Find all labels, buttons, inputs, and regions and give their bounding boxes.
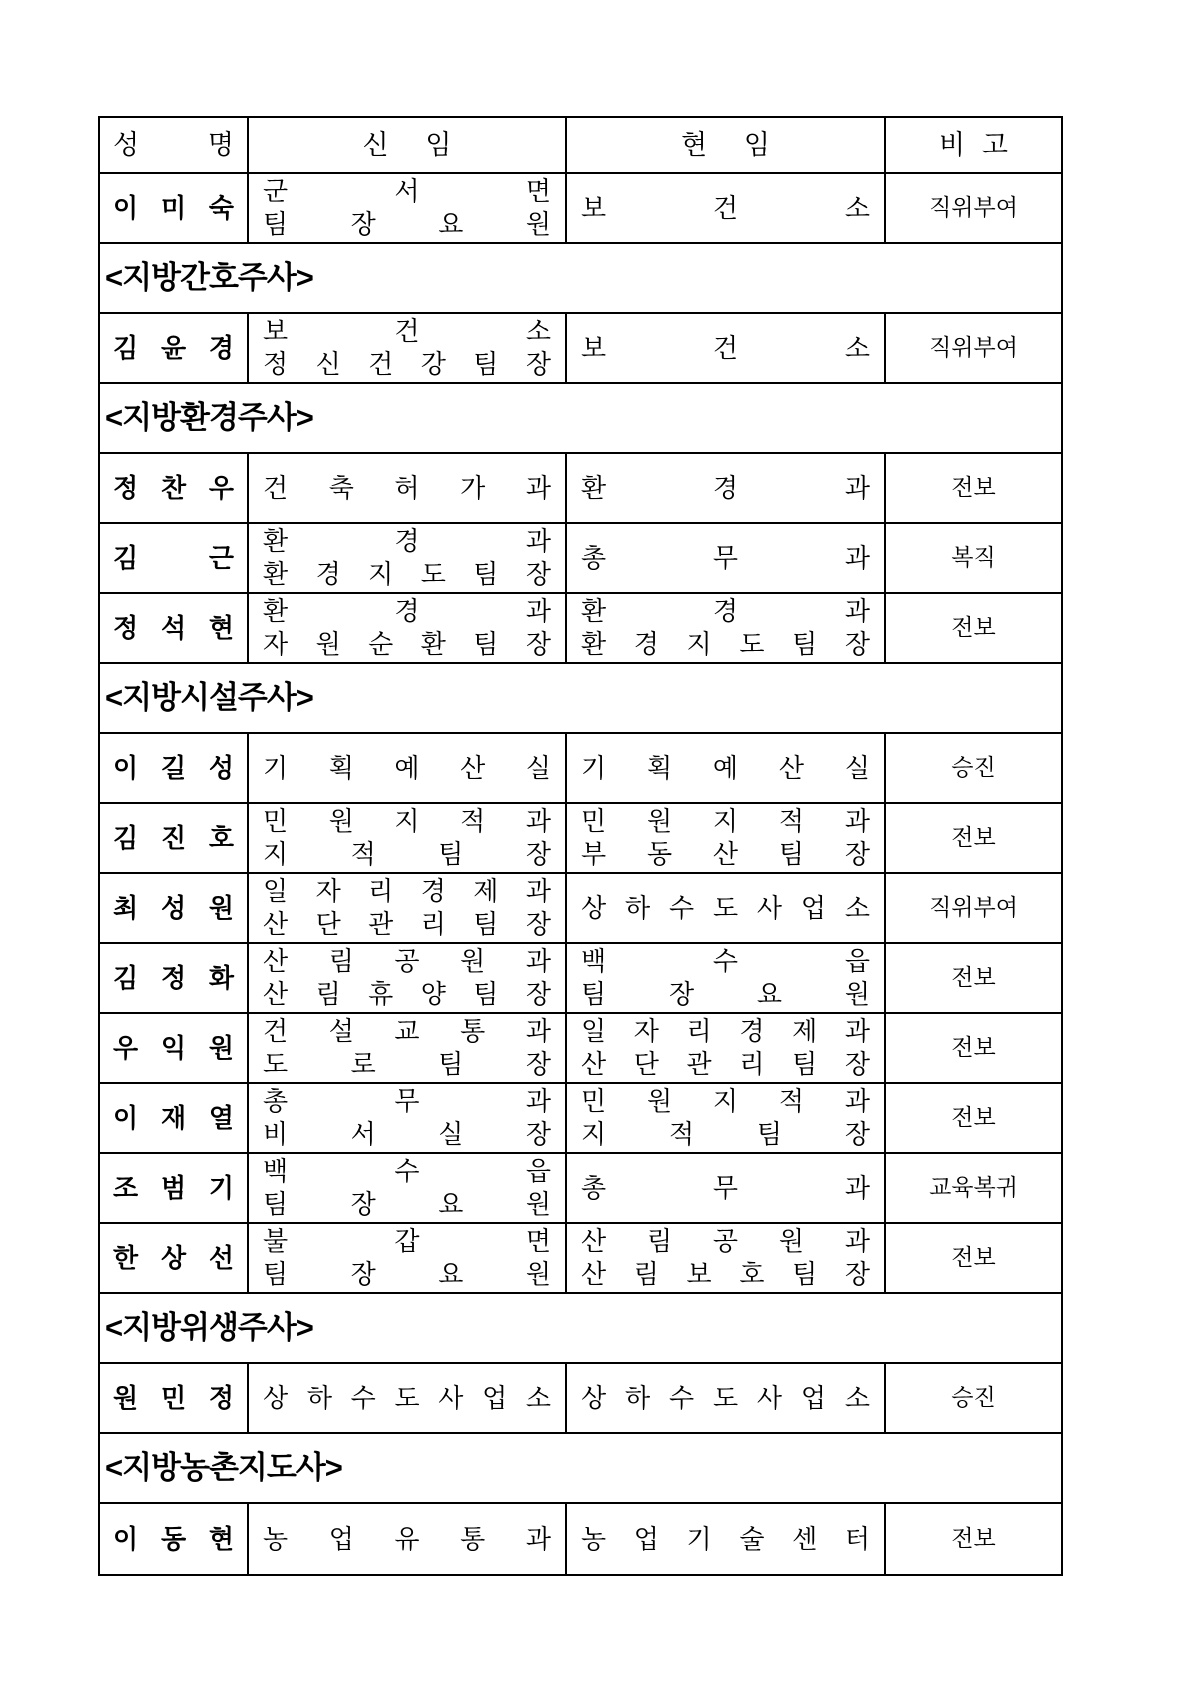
- position-line: 산 단 관 리 팀 장: [581, 1050, 870, 1079]
- cell-new-position: [249, 1364, 567, 1432]
- position-line: 총 무 과: [263, 1087, 551, 1116]
- position-line: 기 획 예 산 실: [581, 753, 870, 783]
- remark-text: 승진: [951, 1385, 996, 1410]
- remark-text: 직위부여: [929, 195, 1018, 220]
- cell-remark: [886, 734, 1061, 802]
- cell-current-position: [567, 594, 886, 662]
- cell-remark: [886, 454, 1061, 522]
- cell-current-position: [567, 734, 886, 802]
- position-line: 기 획 예 산 실: [263, 753, 551, 783]
- header-new-position: [249, 118, 567, 172]
- position-line: 백 수 읍: [263, 1157, 551, 1186]
- remark-text: 승진: [951, 755, 996, 780]
- position-line: 보 건 소: [581, 333, 870, 363]
- cell-new-position: [249, 1154, 567, 1222]
- position-line: 상 하 수 도 사 업 소: [581, 893, 870, 923]
- cell-remark: [886, 1224, 1061, 1292]
- position-line: 환 경 과: [263, 597, 551, 626]
- cell-new-position: [249, 1224, 567, 1292]
- position-line: 부 동 산 팀 장: [581, 840, 870, 869]
- cell-current-position: [567, 174, 886, 242]
- cell-name: [100, 314, 249, 382]
- name-text: 한 상 선: [113, 1243, 234, 1273]
- name-text: 김 윤 경: [113, 333, 234, 363]
- header-remarks: [886, 118, 1061, 172]
- position-line: 민 원 지 적 과: [581, 1087, 870, 1116]
- cell-new-position: [249, 734, 567, 802]
- position-line: 팀 장 요 원: [263, 1260, 551, 1289]
- cell-current-position: [567, 944, 886, 1012]
- section-title: <지방간호주사>: [105, 260, 313, 295]
- table-row: [100, 1154, 1061, 1224]
- cell-remark: [886, 1154, 1061, 1222]
- name-text: 이 길 성: [113, 753, 234, 783]
- cell-name: [100, 1014, 249, 1082]
- position-line: 산 림 휴 양 팀 장: [263, 980, 551, 1009]
- position-line: 팀 장 요 원: [263, 1190, 551, 1219]
- position-line: 보 건 소: [263, 317, 551, 346]
- table-row: [100, 1364, 1061, 1434]
- position-line: 산 림 보 호 팀 장: [581, 1260, 870, 1289]
- cell-name: [100, 734, 249, 802]
- table-row: [100, 734, 1061, 804]
- position-line: 농 업 유 통 과: [263, 1524, 551, 1554]
- remark-text: 직위부여: [929, 335, 1018, 360]
- section-title: <지방시설주사>: [105, 680, 313, 715]
- position-line: 산 림 공 원 과: [581, 1227, 870, 1256]
- table-row: [100, 1504, 1061, 1574]
- cell-current-position: [567, 454, 886, 522]
- position-line: 정 신 건 강 팀 장: [263, 350, 551, 379]
- cell-name: [100, 1154, 249, 1222]
- cell-new-position: [249, 944, 567, 1012]
- cell-new-position: [249, 314, 567, 382]
- table-row: [100, 1224, 1061, 1294]
- name-text: 원 민 정: [113, 1383, 234, 1413]
- cell-remark: [886, 944, 1061, 1012]
- position-line: 일 자 리 경 제 과: [581, 1017, 870, 1046]
- cell-new-position: [249, 524, 567, 592]
- cell-remark: [886, 1504, 1061, 1574]
- cell-name: [100, 594, 249, 662]
- position-line: 팀 장 요 원: [263, 210, 551, 239]
- cell-remark: [886, 174, 1061, 242]
- cell-name: [100, 1084, 249, 1152]
- name-text: 조 범 기: [113, 1173, 234, 1203]
- remark-text: 직위부여: [929, 895, 1018, 920]
- header-name-label: 성 명: [113, 130, 234, 160]
- name-text: 정 찬 우: [113, 473, 234, 503]
- table-row: [100, 944, 1061, 1014]
- table-header-row: [100, 118, 1061, 174]
- position-line: 지 적 팀 장: [263, 840, 551, 869]
- position-line: 군 서 면: [263, 177, 551, 206]
- cell-name: [100, 1364, 249, 1432]
- cell-remark: [886, 594, 1061, 662]
- position-line: 일 자 리 경 제 과: [263, 877, 551, 906]
- header-name: [100, 118, 249, 172]
- cell-remark: [886, 874, 1061, 942]
- position-line: 총 무 과: [581, 543, 870, 573]
- remark-text: 전보: [951, 1526, 996, 1551]
- cell-new-position: [249, 174, 567, 242]
- section-title: <지방환경주사>: [105, 400, 313, 435]
- position-line: 총 무 과: [581, 1173, 870, 1203]
- section-header-row: [100, 244, 1061, 314]
- name-text: 이 동 현: [113, 1524, 234, 1554]
- position-line: 환 경 과: [263, 527, 551, 556]
- table-row: [100, 1014, 1061, 1084]
- cell-remark: [886, 1084, 1061, 1152]
- cell-remark: [886, 314, 1061, 382]
- position-line: 민 원 지 적 과: [263, 807, 551, 836]
- position-line: 도 로 팀 장: [263, 1050, 551, 1079]
- header-current-position: [567, 118, 886, 172]
- cell-current-position: [567, 804, 886, 872]
- section-title: <지방위생주사>: [105, 1310, 313, 1345]
- remark-text: 전보: [951, 615, 996, 640]
- position-line: 건 설 교 통 과: [263, 1017, 551, 1046]
- section-header-row: [100, 664, 1061, 734]
- position-line: 산 림 공 원 과: [263, 947, 551, 976]
- cell-current-position: [567, 524, 886, 592]
- table-row: [100, 594, 1061, 664]
- table-row: [100, 1084, 1061, 1154]
- position-line: 팀 장 요 원: [581, 980, 870, 1009]
- cell-new-position: [249, 1504, 567, 1574]
- cell-remark: [886, 804, 1061, 872]
- remark-text: 전보: [951, 1245, 996, 1270]
- section-header-row: [100, 1434, 1061, 1504]
- header-new-position-label: 신 임: [362, 130, 452, 160]
- cell-new-position: [249, 1014, 567, 1082]
- name-text: 이 미 숙: [113, 193, 234, 223]
- position-line: 상 하 수 도 사 업 소: [263, 1383, 551, 1413]
- position-line: 백 수 읍: [581, 947, 870, 976]
- section-header-row: [100, 384, 1061, 454]
- cell-name: [100, 874, 249, 942]
- cell-current-position: [567, 1084, 886, 1152]
- position-line: 산 단 관 리 팀 장: [263, 910, 551, 939]
- position-line: 환 경 과: [581, 597, 870, 626]
- header-current-position-label: 현 임: [681, 130, 770, 160]
- table-row: [100, 174, 1061, 244]
- cell-name: [100, 944, 249, 1012]
- cell-remark: [886, 1364, 1061, 1432]
- table-row: [100, 524, 1061, 594]
- remark-text: 교육복귀: [929, 1175, 1018, 1200]
- section-header-row: [100, 1294, 1061, 1364]
- name-text: 김 진 호: [113, 823, 234, 853]
- cell-current-position: [567, 1014, 886, 1082]
- name-text: 우 익 원: [113, 1033, 234, 1063]
- cell-current-position: [567, 314, 886, 382]
- table-row: [100, 454, 1061, 524]
- cell-name: [100, 1224, 249, 1292]
- remark-text: 전보: [951, 1035, 996, 1060]
- position-line: 환 경 지 도 팀 장: [581, 630, 870, 659]
- cell-remark: [886, 524, 1061, 592]
- cell-new-position: [249, 1084, 567, 1152]
- remark-text: 전보: [951, 1105, 996, 1130]
- position-line: 민 원 지 적 과: [581, 807, 870, 836]
- cell-new-position: [249, 804, 567, 872]
- remark-text: 복직: [951, 545, 996, 570]
- position-line: 환 경 지 도 팀 장: [263, 560, 551, 589]
- cell-new-position: [249, 594, 567, 662]
- position-line: 건 축 허 가 과: [263, 473, 551, 503]
- name-text: 이 재 열: [113, 1103, 234, 1133]
- cell-remark: [886, 1014, 1061, 1082]
- remark-text: 전보: [951, 965, 996, 990]
- section-title: <지방농촌지도사>: [105, 1450, 342, 1485]
- position-line: 자 원 순 환 팀 장: [263, 630, 551, 659]
- position-line: 환 경 과: [581, 473, 870, 503]
- cell-current-position: [567, 874, 886, 942]
- header-remarks-label: 비 고: [939, 130, 1008, 160]
- cell-name: [100, 1504, 249, 1574]
- position-line: 보 건 소: [581, 193, 870, 223]
- table-row: [100, 874, 1061, 944]
- cell-current-position: [567, 1154, 886, 1222]
- cell-name: [100, 454, 249, 522]
- cell-name: [100, 174, 249, 242]
- remark-text: 전보: [951, 825, 996, 850]
- cell-current-position: [567, 1504, 886, 1574]
- position-line: 지 적 팀 장: [581, 1120, 870, 1149]
- name-text: 김 정 화: [113, 963, 234, 993]
- remark-text: 전보: [951, 475, 996, 500]
- cell-new-position: [249, 454, 567, 522]
- name-text: 최 성 원: [113, 893, 234, 923]
- position-line: 불 갑 면: [263, 1227, 551, 1256]
- table-row: [100, 804, 1061, 874]
- cell-name: [100, 524, 249, 592]
- name-text: 김 근: [113, 543, 234, 573]
- personnel-table: [98, 116, 1063, 1576]
- table-row: [100, 314, 1061, 384]
- cell-name: [100, 804, 249, 872]
- cell-current-position: [567, 1364, 886, 1432]
- cell-new-position: [249, 874, 567, 942]
- cell-current-position: [567, 1224, 886, 1292]
- name-text: 정 석 현: [113, 613, 234, 643]
- position-line: 농 업 기 술 센 터: [581, 1524, 870, 1554]
- position-line: 비 서 실 장: [263, 1120, 551, 1149]
- position-line: 상 하 수 도 사 업 소: [581, 1383, 870, 1413]
